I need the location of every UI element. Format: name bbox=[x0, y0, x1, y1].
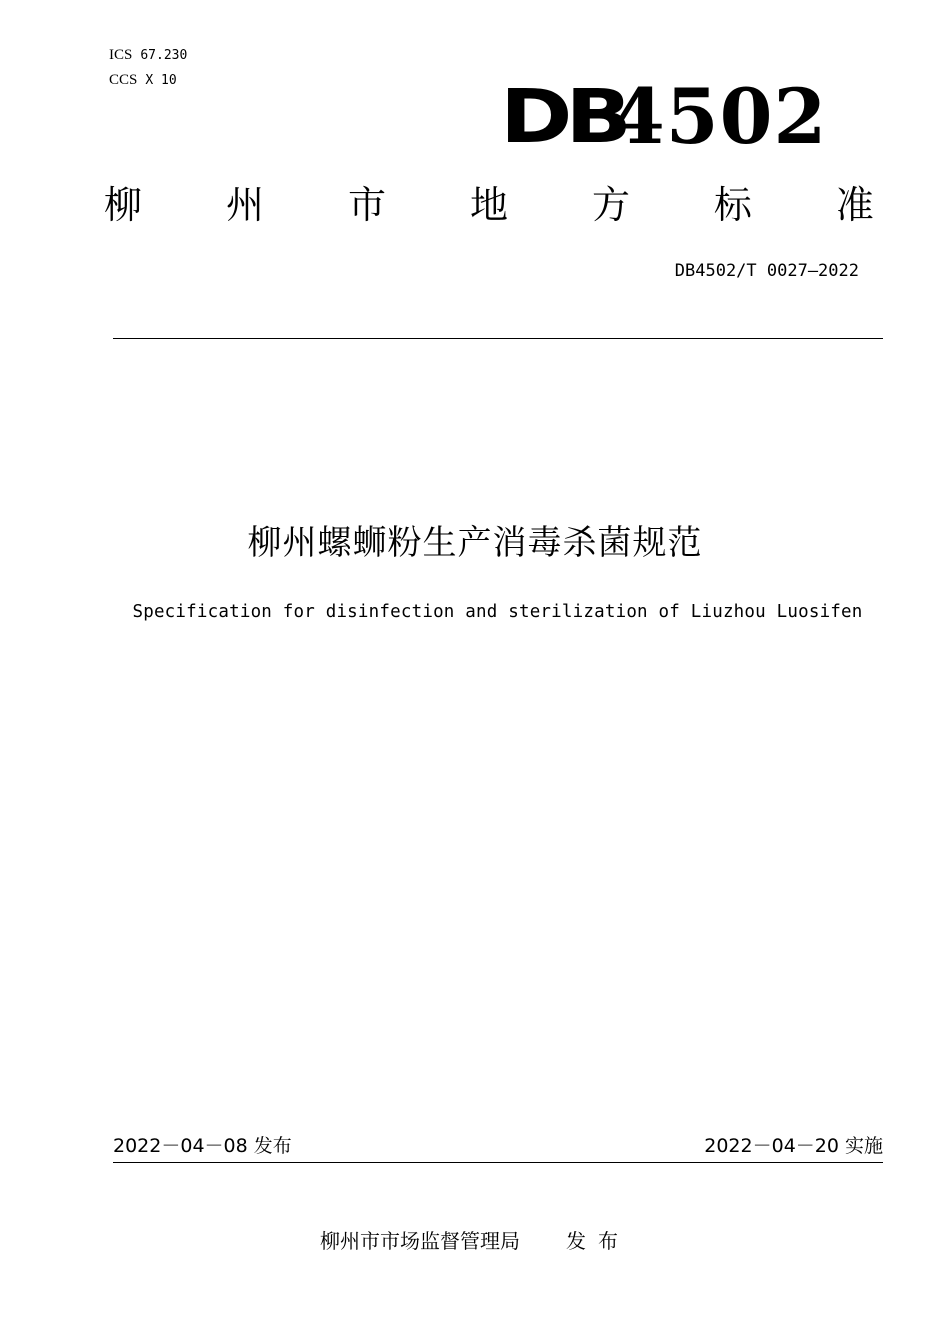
implement-date: 2022－04－20 实施 bbox=[704, 1135, 883, 1157]
standard-kind-char: 标 bbox=[713, 183, 752, 227]
ics-code bbox=[109, 46, 187, 65]
logo-code: 4502 bbox=[611, 72, 828, 161]
publish-date: 2022－04－08 发布 bbox=[113, 1135, 292, 1157]
standard-kind-char: 柳 bbox=[104, 183, 143, 227]
footer-divider bbox=[113, 1162, 883, 1163]
logo-prefix: DB bbox=[500, 74, 625, 160]
standard-kind-char: 地 bbox=[469, 183, 508, 227]
ccs-label: CCS bbox=[109, 72, 138, 88]
document-title-english: Specification for disinfection and sterilization of Liuzhou Luosifen bbox=[132, 602, 863, 622]
issuing-authority bbox=[0, 1227, 950, 1255]
issuer-name: 柳州市市场监督管理局 bbox=[320, 1229, 520, 1253]
standard-kind-char: 准 bbox=[835, 183, 874, 227]
standard-kind-char: 市 bbox=[347, 183, 386, 227]
document-title-chinese: 柳州螺蛳粉生产消毒杀菌规范 bbox=[247, 523, 703, 563]
standard-number: DB4502/T 0027—2022 bbox=[674, 261, 859, 281]
header-divider bbox=[113, 338, 883, 339]
ccs-code bbox=[109, 71, 177, 90]
ics-value: 67.230 bbox=[140, 48, 188, 63]
db-logo bbox=[500, 72, 828, 161]
ics-label: ICS bbox=[109, 47, 133, 63]
ccs-value: X 10 bbox=[145, 73, 177, 88]
standard-kind-char: 州 bbox=[225, 183, 264, 227]
issuer-verb: 发布 bbox=[566, 1229, 630, 1253]
standard-kind-heading bbox=[104, 180, 874, 230]
standard-kind-char: 方 bbox=[591, 183, 630, 227]
